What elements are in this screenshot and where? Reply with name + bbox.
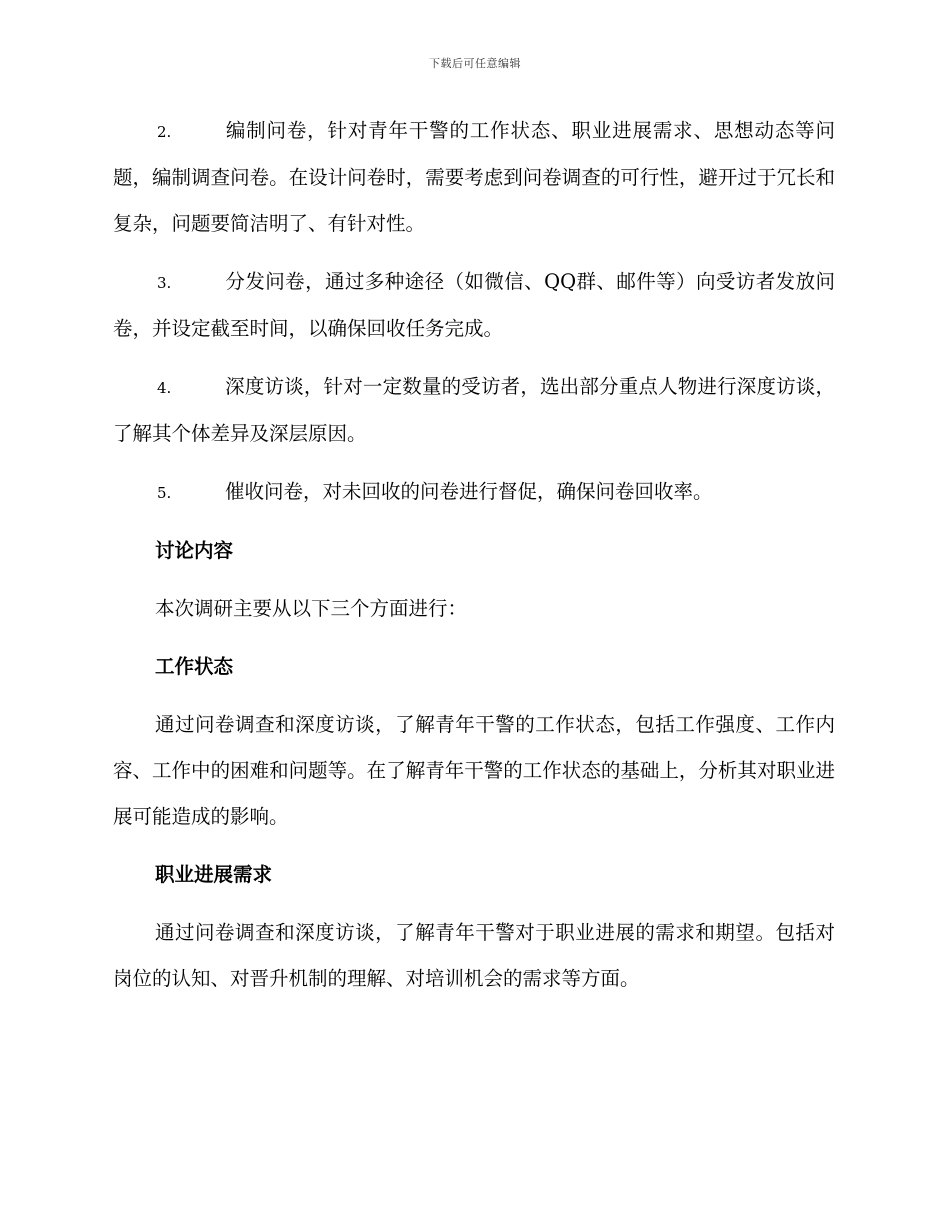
discussion-heading: 讨论内容 (155, 539, 234, 562)
list-item (113, 364, 835, 457)
list-item (113, 108, 835, 247)
list-text: 催收问卷，对未回收的问卷进行督促，确保问卷回收率。 (225, 480, 713, 503)
list-number: 2. (157, 123, 172, 141)
header-note: 下载后可任意编辑 (429, 57, 521, 70)
document-body (113, 108, 835, 1014)
list-text: 深度访谈，针对一定数量的受访者，选出部分重点人物进行深度访谈，了解其个体差异及深层原因。 (113, 375, 835, 445)
list-number: 3. (157, 274, 172, 292)
list-text: 编制问卷，针对青年干警的工作状态、职业进展需求、思想动态等问题，编制调查问卷。在设计问卷时，需要考虑到问卷调查的可行性，避开过于冗长和复杂，问题要简洁明了、有针对性。 (113, 119, 835, 235)
discussion-intro: 本次调研主要从以下三个方面进行： (155, 597, 468, 620)
list-number: 4. (157, 379, 172, 397)
career-needs-text: 通过问卷调查和深度访谈，了解青年干警对于职业进展的需求和期望。包括对岗位的认知、对晋升机制的理解、对培训机会的需求等方面。 (113, 921, 835, 990)
list-item (113, 469, 835, 516)
list-item (113, 259, 835, 352)
career-needs-heading: 职业进展需求 (155, 863, 273, 886)
list-text: 分发问卷，通过多种途径（如微信、QQ群、邮件等）向受访者发放问卷，并设定截至时间，以确保回收任务完成。 (113, 270, 835, 340)
list-number: 5. (157, 484, 172, 502)
work-status-text: 通过问卷调查和深度访谈，了解青年干警的工作状态，包括工作强度、工作内容、工作中的困难和问题等。在了解青年干警的工作状态的基础上，分析其对职业进展可能造成的影响。 (113, 713, 835, 828)
work-status-heading: 工作状态 (155, 655, 234, 678)
